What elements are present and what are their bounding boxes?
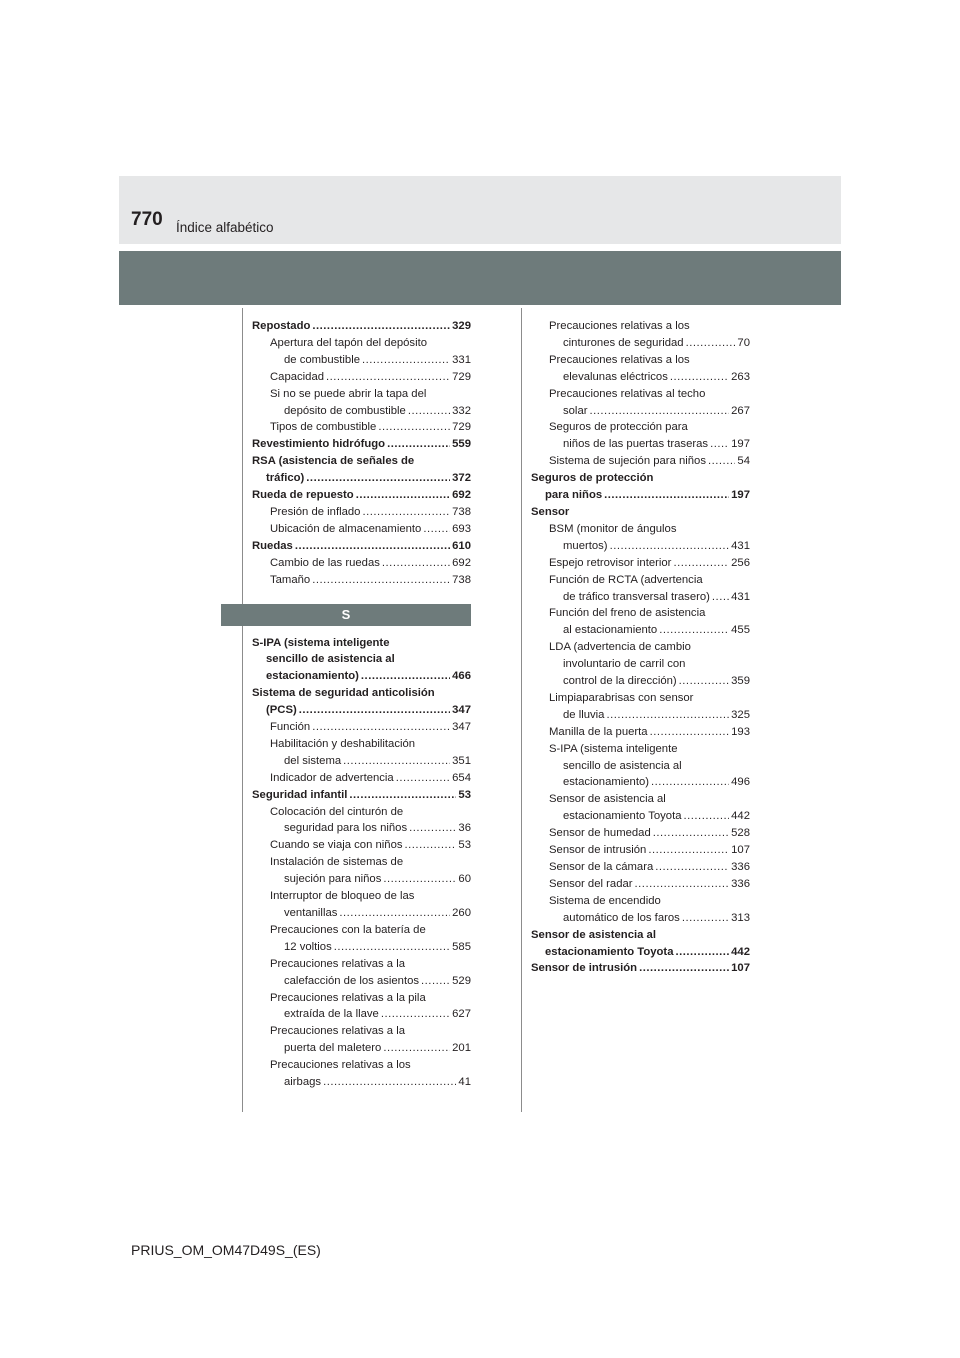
index-subentry	[252, 1057, 471, 1091]
dot-leader	[323, 1074, 456, 1091]
entry-label: Sensor de intrusión	[549, 844, 647, 857]
entry-label: Sensor de intrusión	[531, 962, 638, 975]
page-ref: 201	[452, 1042, 471, 1055]
dot-leader	[356, 487, 450, 504]
index-subentry	[531, 639, 750, 690]
dot-leader	[334, 939, 450, 956]
page-ref: 528	[731, 827, 750, 840]
index-subentry	[252, 504, 471, 521]
index-subentry	[531, 352, 750, 386]
index-line	[531, 944, 750, 961]
page-ref: 197	[731, 438, 750, 451]
entry-label: puerta del maletero	[284, 1042, 382, 1055]
entry-label: automático de los faros	[563, 911, 680, 924]
index-line	[531, 403, 750, 420]
index-entry	[252, 318, 471, 335]
index-line	[252, 369, 471, 386]
dot-leader	[361, 668, 450, 685]
index-subentry	[531, 318, 750, 352]
entry-label: de tráfico transversal trasero)	[563, 590, 710, 603]
entry-label: Capacidad	[270, 370, 325, 383]
dot-leader	[590, 403, 730, 420]
page-ref: 41	[458, 1076, 471, 1089]
page-ref: 372	[452, 472, 471, 485]
entry-label: Sensor de asistencia al	[531, 928, 656, 941]
index-subentry	[531, 453, 750, 470]
entry-label: Seguridad infantil	[252, 788, 348, 801]
entry-label: Sistema de seguridad anticolisión	[252, 687, 435, 700]
page-ref: 442	[731, 945, 750, 958]
dot-leader	[675, 944, 729, 961]
entries-r	[252, 318, 471, 589]
index-entry	[252, 453, 471, 487]
dot-leader	[396, 770, 450, 787]
page-ref: 347	[452, 704, 471, 717]
entry-label: sencillo de asistencia al	[563, 759, 682, 772]
page-ref: 738	[452, 505, 471, 518]
entry-label: S-IPA (sistema inteligente	[549, 742, 678, 755]
entry-label: Sensor de humedad	[549, 827, 651, 840]
index-line	[252, 504, 471, 521]
dot-leader	[383, 871, 456, 888]
entry-label: Presión de inflado	[270, 505, 361, 518]
index-line	[531, 707, 750, 724]
entry-label: Habilitación y deshabilitación	[270, 737, 416, 750]
index-subentry	[531, 555, 750, 572]
entry-label: Tamaño	[270, 573, 311, 586]
entry-label: cinturones de seguridad	[563, 336, 684, 349]
page-ref: 336	[731, 861, 750, 873]
index-subentry	[252, 922, 471, 956]
index-line	[252, 939, 471, 956]
entry-label: Precauciones relativas a los	[549, 320, 690, 332]
entry-label: Sensor	[531, 505, 570, 518]
entry-label: solar	[563, 404, 588, 417]
index-subentry	[531, 876, 750, 893]
dot-leader	[362, 504, 450, 521]
entry-label: Ruedas	[252, 539, 293, 552]
index-subentry	[252, 888, 471, 922]
dot-leader	[604, 487, 729, 504]
page-ref: 559	[452, 438, 471, 451]
index-subentry	[252, 804, 471, 838]
dot-leader	[423, 521, 450, 538]
dot-leader	[670, 369, 729, 386]
dot-leader	[383, 1040, 450, 1057]
index-line	[252, 1074, 471, 1091]
index-line	[252, 555, 471, 572]
page-ref: 610	[452, 539, 471, 552]
page-ref: 654	[452, 771, 471, 784]
dot-leader	[650, 724, 730, 741]
entry-label: LDA (advertencia de cambio	[549, 641, 691, 654]
page-ref: 36	[458, 822, 471, 835]
entries-s-continued	[531, 318, 750, 977]
entry-label: Instalación de sistemas de	[270, 856, 404, 869]
entry-label: al estacionamiento	[563, 624, 658, 637]
entry-label: Indicador de advertencia	[270, 771, 394, 784]
entry-label: Función de RCTA (advertencia	[549, 573, 703, 586]
index-subentry	[531, 690, 750, 724]
page-ref: 60	[458, 873, 471, 886]
entry-label: Sensor de la cámara	[549, 861, 654, 873]
entry-label: Sensor del radar	[549, 877, 633, 890]
index-line	[531, 673, 750, 690]
index-subentry	[252, 837, 471, 854]
page-ref: 107	[731, 844, 750, 857]
dot-leader	[653, 825, 729, 842]
page-number: 770	[131, 209, 163, 230]
entry-label: muertos)	[563, 539, 608, 552]
dot-leader	[648, 842, 729, 859]
index-subentry	[531, 724, 750, 741]
index-subentry	[252, 335, 471, 369]
index-subentry	[531, 859, 750, 876]
page-ref: 325	[731, 708, 750, 721]
index-entry	[531, 927, 750, 961]
index-line	[252, 436, 471, 453]
index-subentry	[531, 521, 750, 555]
index-subentry	[252, 719, 471, 736]
page-ref: 263	[731, 370, 750, 383]
page-ref: 267	[731, 404, 750, 417]
entry-label: Sistema de encendido	[549, 894, 661, 907]
dot-leader	[387, 436, 450, 453]
index-entry	[252, 685, 471, 719]
letter-header-s: S	[221, 604, 471, 626]
entry-label: Cuando se viaja con niños	[270, 839, 403, 852]
index-line	[252, 403, 471, 420]
entry-label: Rueda de repuesto	[252, 489, 354, 502]
entry-label: BSM (monitor de ángulos	[549, 522, 677, 535]
page-ref: 107	[731, 962, 750, 975]
page-ref: 738	[452, 573, 471, 586]
dot-leader	[349, 787, 456, 804]
index-column-2	[531, 318, 750, 977]
index-subentry	[531, 605, 750, 639]
column-divider-right	[521, 308, 522, 1112]
index-subentry	[252, 419, 471, 436]
entry-label: S-IPA (sistema inteligente	[252, 636, 390, 649]
entry-label: extraída de la llave	[284, 1008, 379, 1021]
footer-doc-code: PRIUS_OM_OM47D49S_(ES)	[131, 1242, 321, 1258]
index-line	[531, 960, 750, 977]
dot-leader	[635, 876, 730, 893]
dot-leader	[682, 910, 729, 927]
entry-label: Precauciones relativas a la pila	[270, 991, 426, 1004]
dot-leader	[299, 702, 450, 719]
page-ref: 332	[452, 404, 471, 417]
entry-label: sujeción para niños	[284, 873, 382, 886]
page-ref: 431	[731, 590, 750, 603]
entry-label: elevalunas eléctricos	[563, 370, 668, 383]
index-subentry	[252, 990, 471, 1024]
page-ref: 53	[458, 839, 471, 852]
index-entry	[252, 538, 471, 555]
entry-label: Ubicación de almacenamiento	[270, 522, 422, 535]
page-ref: 692	[452, 489, 471, 502]
index-line	[531, 335, 750, 352]
dot-leader	[659, 622, 729, 639]
dot-leader	[655, 859, 729, 876]
index-subentry	[531, 741, 750, 792]
index-line	[531, 555, 750, 572]
page-ref: 197	[731, 489, 750, 502]
page-ref: 455	[731, 624, 750, 637]
entry-label: RSA (asistencia de señales de	[252, 455, 415, 468]
index-line	[252, 753, 471, 770]
page-ref: 260	[452, 907, 471, 919]
index-line	[252, 352, 471, 369]
index-subentry	[252, 1023, 471, 1057]
dot-leader	[639, 960, 729, 977]
entry-label: Precauciones relativas a la	[270, 1025, 406, 1038]
index-line	[252, 487, 471, 504]
index-subentry	[531, 572, 750, 606]
index-line	[531, 859, 750, 876]
entry-label: (PCS)	[266, 704, 297, 717]
index-subentry	[252, 572, 471, 589]
dot-leader	[343, 753, 450, 770]
dot-leader	[684, 808, 730, 825]
entry-label: de combustible	[284, 353, 360, 366]
index-line	[252, 905, 471, 922]
index-subentry	[531, 386, 750, 420]
index-entry	[252, 635, 471, 686]
index-subentry	[531, 825, 750, 842]
page-ref: 313	[731, 911, 750, 924]
index-line	[252, 837, 471, 854]
dot-leader	[708, 453, 735, 470]
entry-label: Cambio de las ruedas	[270, 556, 380, 569]
dot-leader	[421, 973, 450, 990]
index-line	[252, 719, 471, 736]
entry-label: Colocación del cinturón de	[270, 805, 404, 818]
entry-label: del sistema	[284, 754, 342, 767]
index-line	[531, 724, 750, 741]
index-subentry	[252, 369, 471, 386]
header-dark-band	[119, 251, 841, 305]
dot-leader	[339, 905, 450, 922]
index-subentry	[531, 842, 750, 859]
page-ref: 70	[737, 336, 750, 349]
entry-label: involuntario de carril con	[563, 658, 686, 671]
dot-leader	[312, 572, 450, 589]
dot-leader	[306, 470, 450, 487]
dot-leader	[382, 555, 450, 572]
entry-label: airbags	[284, 1076, 322, 1089]
index-line	[531, 808, 750, 825]
index-subentry	[252, 854, 471, 888]
entry-label: Espejo retrovisor interior	[549, 556, 672, 569]
index-column-1	[252, 318, 471, 1091]
entry-label: Si no se puede abrir la tapa del	[270, 387, 427, 400]
index-line	[531, 453, 750, 470]
index-line	[531, 910, 750, 927]
dot-leader	[362, 352, 450, 369]
index-entry	[531, 470, 750, 504]
entries-s	[252, 635, 471, 1091]
entry-label: estacionamiento)	[563, 776, 650, 789]
entry-label: Seguros de protección	[531, 472, 654, 485]
index-line	[252, 973, 471, 990]
entry-label: sencillo de asistencia al	[266, 653, 395, 666]
entry-label: Apertura del tapón del depósito	[270, 336, 428, 349]
index-line	[531, 774, 750, 791]
index-line	[531, 622, 750, 639]
dot-leader	[686, 335, 736, 352]
index-line	[252, 1040, 471, 1057]
entry-label: Precauciones relativas a los	[549, 353, 690, 366]
entry-label: para niños	[545, 489, 603, 502]
dot-leader	[712, 589, 729, 606]
index-line	[252, 787, 471, 804]
dot-leader	[312, 318, 450, 335]
entry-label: seguridad para los niños	[284, 822, 408, 835]
dot-leader	[710, 436, 729, 453]
index-line	[252, 470, 471, 487]
index-line	[252, 702, 471, 719]
page-ref: 53	[458, 788, 471, 801]
index-line	[252, 871, 471, 888]
section-title: Índice alfabético	[176, 220, 274, 235]
index-line	[252, 770, 471, 787]
entry-label: de lluvia	[563, 708, 605, 721]
page-ref: 54	[737, 455, 750, 468]
entry-label: tráfico)	[266, 472, 305, 485]
dot-leader	[378, 419, 450, 436]
index-line	[531, 538, 750, 555]
index-line	[531, 876, 750, 893]
page-ref: 692	[452, 556, 471, 569]
column-divider-left	[242, 308, 243, 1112]
entry-label: calefacción de los asientos	[284, 974, 420, 987]
index-entry	[252, 787, 471, 804]
index-line	[531, 369, 750, 386]
entry-label: Manilla de la puerta	[549, 725, 648, 738]
index-line	[531, 436, 750, 453]
page-ref: 359	[731, 675, 750, 688]
index-subentry	[252, 555, 471, 572]
entry-label: depósito de combustible	[284, 404, 406, 417]
page-ref: 585	[452, 940, 471, 953]
entry-label: estacionamiento Toyota	[563, 810, 682, 823]
dot-leader	[673, 555, 729, 572]
dot-leader	[606, 707, 729, 724]
page-ref: 729	[452, 370, 471, 383]
dot-leader	[651, 774, 729, 791]
index-subentry	[531, 791, 750, 825]
entry-label: Tipos de combustible	[270, 421, 377, 434]
entry-label: Revestimiento hidrófugo	[252, 438, 386, 451]
entry-label: Precauciones con la batería de	[270, 923, 426, 936]
page-ref: 331	[452, 353, 471, 366]
index-subentry	[531, 419, 750, 453]
entry-label: Seguros de protección para	[549, 421, 688, 434]
index-subentry	[252, 521, 471, 538]
entry-label: Sensor de asistencia al	[549, 793, 666, 806]
index-line	[531, 487, 750, 504]
entry-label: estacionamiento)	[266, 670, 359, 683]
index-line	[531, 589, 750, 606]
index-line	[252, 820, 471, 837]
index-subentry	[252, 386, 471, 420]
dot-leader	[610, 538, 730, 555]
dot-leader	[679, 673, 729, 690]
dot-leader	[408, 403, 450, 420]
index-subentry	[531, 893, 750, 927]
dot-leader	[326, 369, 450, 386]
entry-label: Precauciones relativas a la	[270, 957, 406, 970]
entry-label: Sistema de sujeción para niños	[549, 455, 706, 468]
page-ref: 442	[731, 810, 750, 823]
dot-leader	[381, 1006, 450, 1023]
dot-leader	[312, 719, 450, 736]
entry-label: Función	[270, 721, 311, 734]
index-line	[252, 572, 471, 589]
page-ref: 336	[731, 877, 750, 890]
index-line	[252, 318, 471, 335]
entry-label: niños de las puertas traseras	[563, 438, 709, 451]
index-entry	[252, 436, 471, 453]
entry-label: Función del freno de asistencia	[549, 607, 706, 620]
dot-leader	[295, 538, 450, 555]
entry-label: ventanillas	[284, 907, 338, 919]
page-ref: 193	[731, 725, 750, 738]
index-entry	[531, 960, 750, 977]
index-line	[252, 668, 471, 685]
page-ref: 466	[452, 670, 471, 683]
index-line	[531, 842, 750, 859]
entry-label: Precauciones relativas a los	[270, 1059, 411, 1072]
index-subentry	[252, 736, 471, 770]
entry-label: estacionamiento Toyota	[545, 945, 674, 958]
page-ref: 529	[452, 974, 471, 987]
entry-label: control de la dirección)	[563, 675, 677, 688]
dot-leader	[405, 837, 457, 854]
index-subentry	[252, 956, 471, 990]
entry-label: Limpiaparabrisas con sensor	[549, 691, 694, 704]
index-line	[252, 419, 471, 436]
entry-label: Repostado	[252, 320, 311, 332]
page-ref: 627	[452, 1008, 471, 1021]
index-line	[252, 538, 471, 555]
page-ref: 431	[731, 539, 750, 552]
index-line	[252, 521, 471, 538]
page-ref: 693	[452, 522, 471, 535]
entry-label: Precauciones relativas al techo	[549, 387, 706, 400]
page-ref: 351	[452, 754, 471, 767]
page-ref: 329	[452, 320, 471, 332]
index-subentry	[252, 770, 471, 787]
index-line	[252, 1006, 471, 1023]
index-entry	[252, 487, 471, 504]
page-ref: 347	[452, 721, 471, 734]
entry-label: 12 voltios	[284, 940, 332, 953]
index-line	[531, 825, 750, 842]
page-ref: 729	[452, 421, 471, 434]
page-ref: 496	[731, 776, 750, 789]
entry-label: Interruptor de bloqueo de las	[270, 890, 415, 903]
page-ref: 256	[731, 556, 750, 569]
index-entry	[531, 504, 750, 521]
dot-leader	[409, 820, 456, 837]
